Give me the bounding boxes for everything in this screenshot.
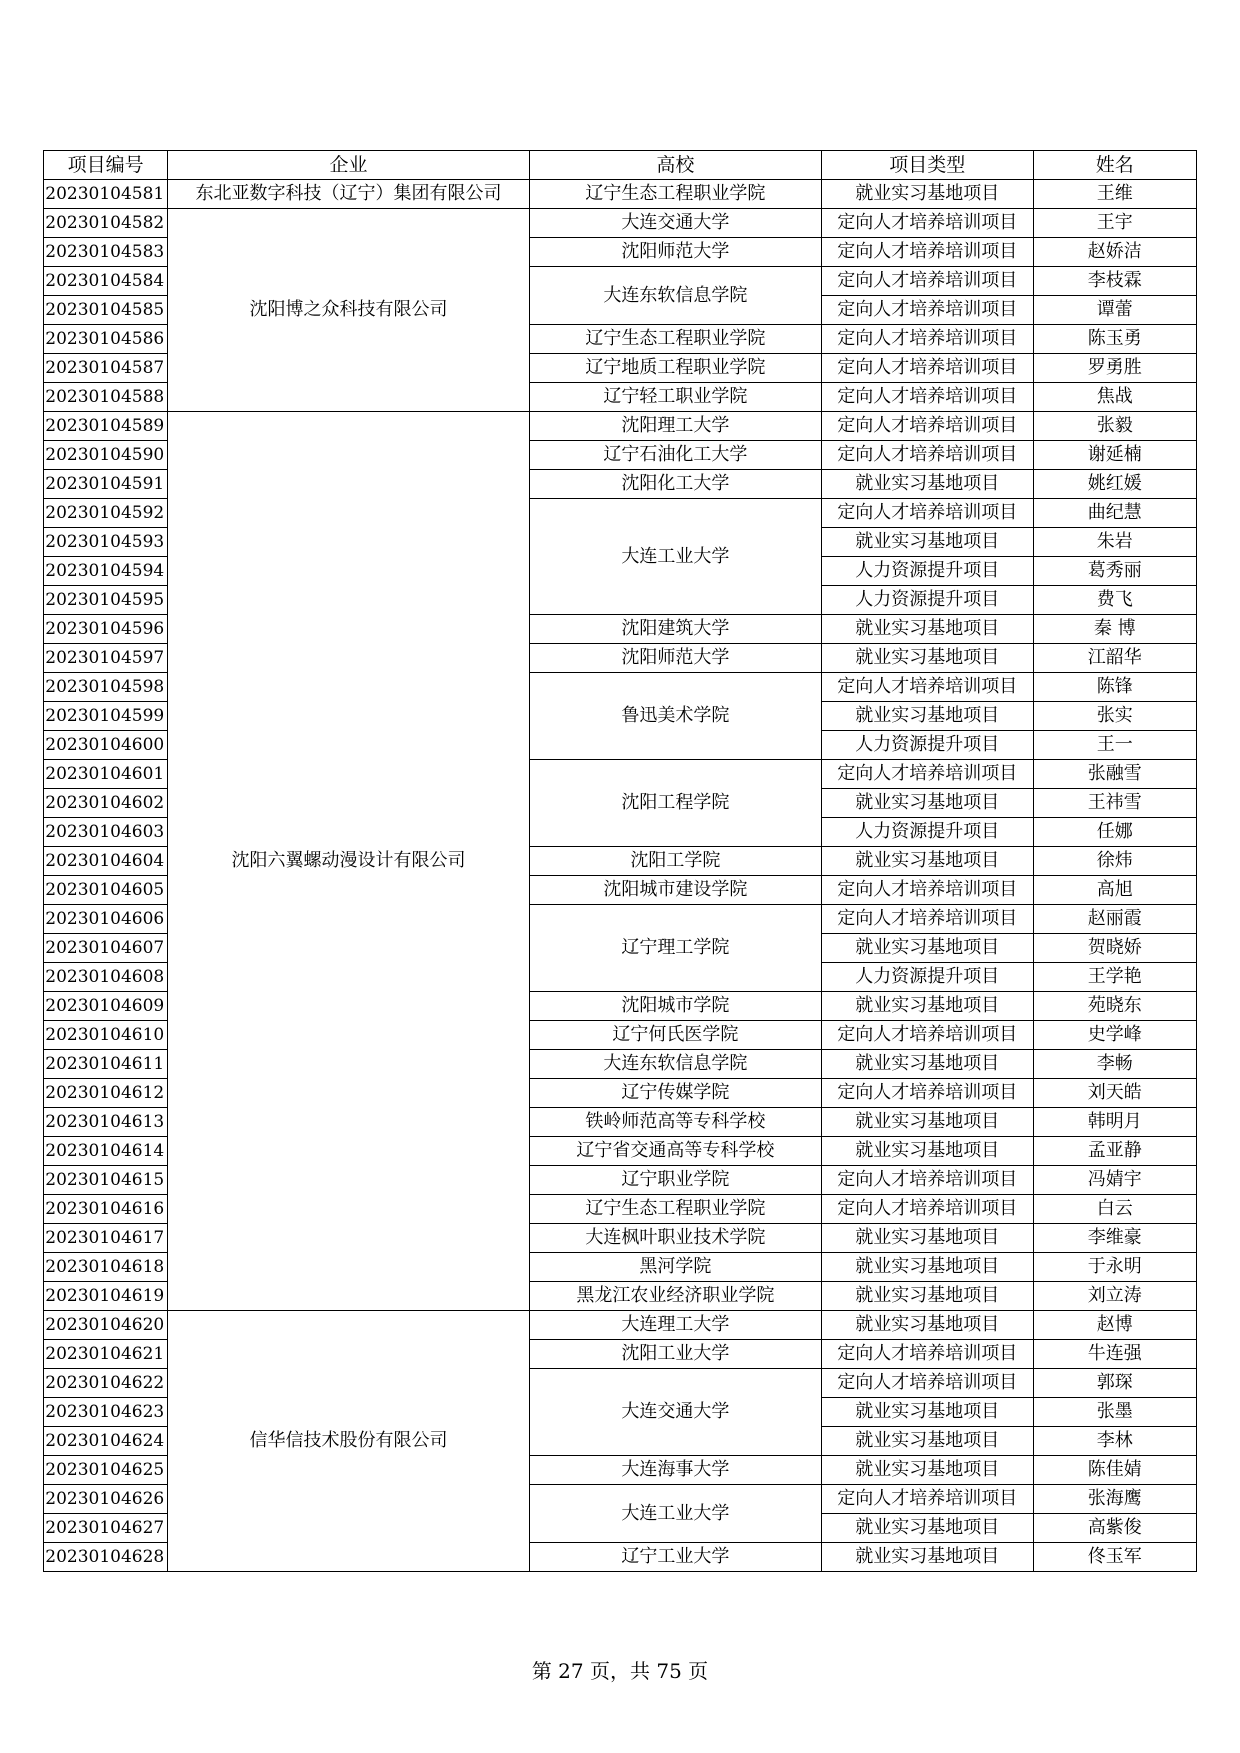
project-type-cell: 定向人才培养培训项目 [821,238,1033,267]
project-id-cell: 20230104619 [44,1282,168,1311]
person-name-cell: 王学艳 [1033,963,1196,992]
project-id-cell: 20230104595 [44,586,168,615]
university-cell: 沈阳工学院 [529,847,821,876]
university-cell: 沈阳师范大学 [529,238,821,267]
university-cell: 辽宁职业学院 [529,1166,821,1195]
person-name-cell: 徐炜 [1033,847,1196,876]
person-name-cell: 姚红媛 [1033,470,1196,499]
university-cell: 沈阳城市学院 [529,992,821,1021]
project-type-cell: 定向人才培养培训项目 [821,1369,1033,1398]
university-cell: 辽宁地质工程职业学院 [529,354,821,383]
project-type-cell: 定向人才培养培训项目 [821,441,1033,470]
company-cell: 东北亚数字科技（辽宁）集团有限公司 [168,180,530,209]
university-cell: 大连东软信息学院 [529,267,821,325]
person-name-cell: 牛连强 [1033,1340,1196,1369]
project-id-cell: 20230104587 [44,354,168,383]
person-name-cell: 白云 [1033,1195,1196,1224]
project-id-cell: 20230104617 [44,1224,168,1253]
project-type-cell: 就业实习基地项目 [821,644,1033,673]
project-type-cell: 定向人才培养培训项目 [821,296,1033,325]
project-id-cell: 20230104601 [44,760,168,789]
project-id-cell: 20230104626 [44,1485,168,1514]
table-body [44,180,1197,1572]
university-cell: 辽宁石油化工大学 [529,441,821,470]
person-name-cell: 郭琛 [1033,1369,1196,1398]
person-name-cell: 高紫俊 [1033,1514,1196,1543]
person-name-cell: 陈佳婧 [1033,1456,1196,1485]
project-type-cell: 人力资源提升项目 [821,586,1033,615]
person-name-cell: 刘天皓 [1033,1079,1196,1108]
project-id-cell: 20230104592 [44,499,168,528]
project-id-cell: 20230104597 [44,644,168,673]
project-id-cell: 20230104609 [44,992,168,1021]
project-id-cell: 20230104621 [44,1340,168,1369]
project-type-cell: 就业实习基地项目 [821,1514,1033,1543]
person-name-cell: 韩明月 [1033,1108,1196,1137]
university-cell: 大连工业大学 [529,499,821,615]
university-cell: 沈阳工业大学 [529,1340,821,1369]
project-id-cell: 20230104603 [44,818,168,847]
project-type-cell: 定向人才培养培训项目 [821,412,1033,441]
project-id-cell: 20230104614 [44,1137,168,1166]
project-type-cell: 定向人才培养培训项目 [821,1195,1033,1224]
university-cell: 辽宁生态工程职业学院 [529,180,821,209]
person-name-cell: 谭蕾 [1033,296,1196,325]
university-cell: 辽宁生态工程职业学院 [529,325,821,354]
project-id-cell: 20230104618 [44,1253,168,1282]
project-type-cell: 就业实习基地项目 [821,1224,1033,1253]
project-type-cell: 定向人才培养培训项目 [821,383,1033,412]
project-type-cell: 人力资源提升项目 [821,818,1033,847]
project-type-cell: 就业实习基地项目 [821,1108,1033,1137]
project-type-cell: 就业实习基地项目 [821,1253,1033,1282]
project-id-cell: 20230104598 [44,673,168,702]
person-name-cell: 史学峰 [1033,1021,1196,1050]
project-id-cell: 20230104613 [44,1108,168,1137]
project-id-cell: 20230104615 [44,1166,168,1195]
company-cell: 沈阳博之众科技有限公司 [168,209,530,412]
project-type-cell: 人力资源提升项目 [821,557,1033,586]
project-id-cell: 20230104582 [44,209,168,238]
project-id-cell: 20230104628 [44,1543,168,1572]
project-type-cell: 就业实习基地项目 [821,1050,1033,1079]
project-type-cell: 就业实习基地项目 [821,1311,1033,1340]
person-name-cell: 高旭 [1033,876,1196,905]
person-name-cell: 李维豪 [1033,1224,1196,1253]
header-person-name: 姓名 [1033,151,1196,180]
university-cell: 辽宁轻工职业学院 [529,383,821,412]
person-name-cell: 葛秀丽 [1033,557,1196,586]
university-cell: 铁岭师范高等专科学校 [529,1108,821,1137]
project-id-cell: 20230104581 [44,180,168,209]
person-name-cell: 刘立涛 [1033,1282,1196,1311]
university-cell: 沈阳化工大学 [529,470,821,499]
person-name-cell: 陈玉勇 [1033,325,1196,354]
project-type-cell: 就业实习基地项目 [821,615,1033,644]
project-type-cell: 定向人才培养培训项目 [821,1340,1033,1369]
university-cell: 大连海事大学 [529,1456,821,1485]
project-id-cell: 20230104616 [44,1195,168,1224]
person-name-cell: 张实 [1033,702,1196,731]
person-name-cell: 贺晓娇 [1033,934,1196,963]
university-cell: 辽宁何氏医学院 [529,1021,821,1050]
person-name-cell: 苑晓东 [1033,992,1196,1021]
person-name-cell: 江韶华 [1033,644,1196,673]
header-project-type: 项目类型 [821,151,1033,180]
project-type-cell: 定向人才培养培训项目 [821,267,1033,296]
project-type-cell: 就业实习基地项目 [821,180,1033,209]
table-row [44,209,1197,238]
project-id-cell: 20230104593 [44,528,168,557]
person-name-cell: 朱岩 [1033,528,1196,557]
project-type-cell: 就业实习基地项目 [821,1398,1033,1427]
project-type-cell: 就业实习基地项目 [821,1427,1033,1456]
university-cell: 大连工业大学 [529,1485,821,1543]
project-type-cell: 人力资源提升项目 [821,963,1033,992]
project-type-cell: 定向人才培养培训项目 [821,499,1033,528]
project-id-cell: 20230104624 [44,1427,168,1456]
project-id-cell: 20230104585 [44,296,168,325]
person-name-cell: 陈锋 [1033,673,1196,702]
university-cell: 沈阳建筑大学 [529,615,821,644]
university-cell: 沈阳理工大学 [529,412,821,441]
person-name-cell: 曲纪慧 [1033,499,1196,528]
project-type-cell: 定向人才培养培训项目 [821,905,1033,934]
university-cell: 辽宁生态工程职业学院 [529,1195,821,1224]
university-cell: 大连交通大学 [529,1369,821,1456]
project-type-cell: 定向人才培养培训项目 [821,673,1033,702]
person-name-cell: 佟玉军 [1033,1543,1196,1572]
project-id-cell: 20230104588 [44,383,168,412]
project-type-cell: 人力资源提升项目 [821,731,1033,760]
person-name-cell: 王祎雪 [1033,789,1196,818]
project-type-cell: 就业实习基地项目 [821,1137,1033,1166]
project-id-cell: 20230104610 [44,1021,168,1050]
project-type-cell: 定向人才培养培训项目 [821,1166,1033,1195]
person-name-cell: 李林 [1033,1427,1196,1456]
project-type-cell: 就业实习基地项目 [821,1456,1033,1485]
project-type-cell: 定向人才培养培训项目 [821,325,1033,354]
project-type-cell: 定向人才培养培训项目 [821,1485,1033,1514]
table-row [44,412,1197,441]
university-cell: 黑龙江农业经济职业学院 [529,1282,821,1311]
person-name-cell: 任娜 [1033,818,1196,847]
project-type-cell: 定向人才培养培训项目 [821,1021,1033,1050]
project-id-cell: 20230104590 [44,441,168,470]
person-name-cell: 赵丽霞 [1033,905,1196,934]
university-cell: 辽宁工业大学 [529,1543,821,1572]
person-name-cell: 李畅 [1033,1050,1196,1079]
project-id-cell: 20230104608 [44,963,168,992]
university-cell: 辽宁传媒学院 [529,1079,821,1108]
company-cell: 信华信技术股份有限公司 [168,1311,530,1572]
university-cell: 辽宁理工学院 [529,905,821,992]
person-name-cell: 王维 [1033,180,1196,209]
project-id-cell: 20230104596 [44,615,168,644]
header-university: 高校 [529,151,821,180]
project-id-cell: 20230104620 [44,1311,168,1340]
person-name-cell: 赵娇洁 [1033,238,1196,267]
project-id-cell: 20230104605 [44,876,168,905]
table-header-row [44,151,1197,180]
university-cell: 大连理工大学 [529,1311,821,1340]
university-cell: 沈阳城市建设学院 [529,876,821,905]
university-cell: 沈阳工程学院 [529,760,821,847]
project-type-cell: 就业实习基地项目 [821,1543,1033,1572]
table-row [44,180,1197,209]
project-id-cell: 20230104612 [44,1079,168,1108]
project-id-cell: 20230104623 [44,1398,168,1427]
project-table [43,150,1197,1572]
project-type-cell: 就业实习基地项目 [821,702,1033,731]
university-cell: 沈阳师范大学 [529,644,821,673]
project-id-cell: 20230104600 [44,731,168,760]
person-name-cell: 孟亚静 [1033,1137,1196,1166]
project-id-cell: 20230104583 [44,238,168,267]
company-cell: 沈阳六翼螺动漫设计有限公司 [168,412,530,1311]
person-name-cell: 费飞 [1033,586,1196,615]
project-id-cell: 20230104611 [44,1050,168,1079]
university-cell: 黑河学院 [529,1253,821,1282]
project-id-cell: 20230104594 [44,557,168,586]
person-name-cell: 张海鹰 [1033,1485,1196,1514]
project-type-cell: 就业实习基地项目 [821,992,1033,1021]
person-name-cell: 张融雪 [1033,760,1196,789]
project-type-cell: 就业实习基地项目 [821,847,1033,876]
person-name-cell: 张毅 [1033,412,1196,441]
person-name-cell: 罗勇胜 [1033,354,1196,383]
person-name-cell: 李枝霖 [1033,267,1196,296]
university-cell: 辽宁省交通高等专科学校 [529,1137,821,1166]
university-cell: 大连东软信息学院 [529,1050,821,1079]
person-name-cell: 谢延楠 [1033,441,1196,470]
project-type-cell: 就业实习基地项目 [821,470,1033,499]
project-type-cell: 定向人才培养培训项目 [821,760,1033,789]
university-cell: 大连枫叶职业技术学院 [529,1224,821,1253]
page-footer: 第 27 页，共 75 页 [531,1659,709,1683]
project-id-cell: 20230104586 [44,325,168,354]
project-id-cell: 20230104627 [44,1514,168,1543]
person-name-cell: 冯婧宇 [1033,1166,1196,1195]
project-id-cell: 20230104604 [44,847,168,876]
project-type-cell: 就业实习基地项目 [821,789,1033,818]
project-type-cell: 定向人才培养培训项目 [821,1079,1033,1108]
project-id-cell: 20230104584 [44,267,168,296]
project-type-cell: 就业实习基地项目 [821,934,1033,963]
project-type-cell: 就业实习基地项目 [821,1282,1033,1311]
project-id-cell: 20230104599 [44,702,168,731]
project-id-cell: 20230104622 [44,1369,168,1398]
header-project-id: 项目编号 [44,151,168,180]
project-id-cell: 20230104607 [44,934,168,963]
person-name-cell: 王宇 [1033,209,1196,238]
project-type-cell: 定向人才培养培训项目 [821,354,1033,383]
university-cell: 鲁迅美术学院 [529,673,821,760]
person-name-cell: 于永明 [1033,1253,1196,1282]
project-type-cell: 定向人才培养培训项目 [821,209,1033,238]
table-row [44,1311,1197,1340]
project-type-cell: 定向人才培养培训项目 [821,876,1033,905]
project-id-cell: 20230104602 [44,789,168,818]
project-id-cell: 20230104589 [44,412,168,441]
person-name-cell: 张墨 [1033,1398,1196,1427]
person-name-cell: 王一 [1033,731,1196,760]
project-id-cell: 20230104606 [44,905,168,934]
university-cell: 大连交通大学 [529,209,821,238]
person-name-cell: 秦 博 [1033,615,1196,644]
header-company: 企业 [168,151,530,180]
project-id-cell: 20230104591 [44,470,168,499]
person-name-cell: 赵博 [1033,1311,1196,1340]
person-name-cell: 焦战 [1033,383,1196,412]
project-type-cell: 就业实习基地项目 [821,528,1033,557]
project-id-cell: 20230104625 [44,1456,168,1485]
